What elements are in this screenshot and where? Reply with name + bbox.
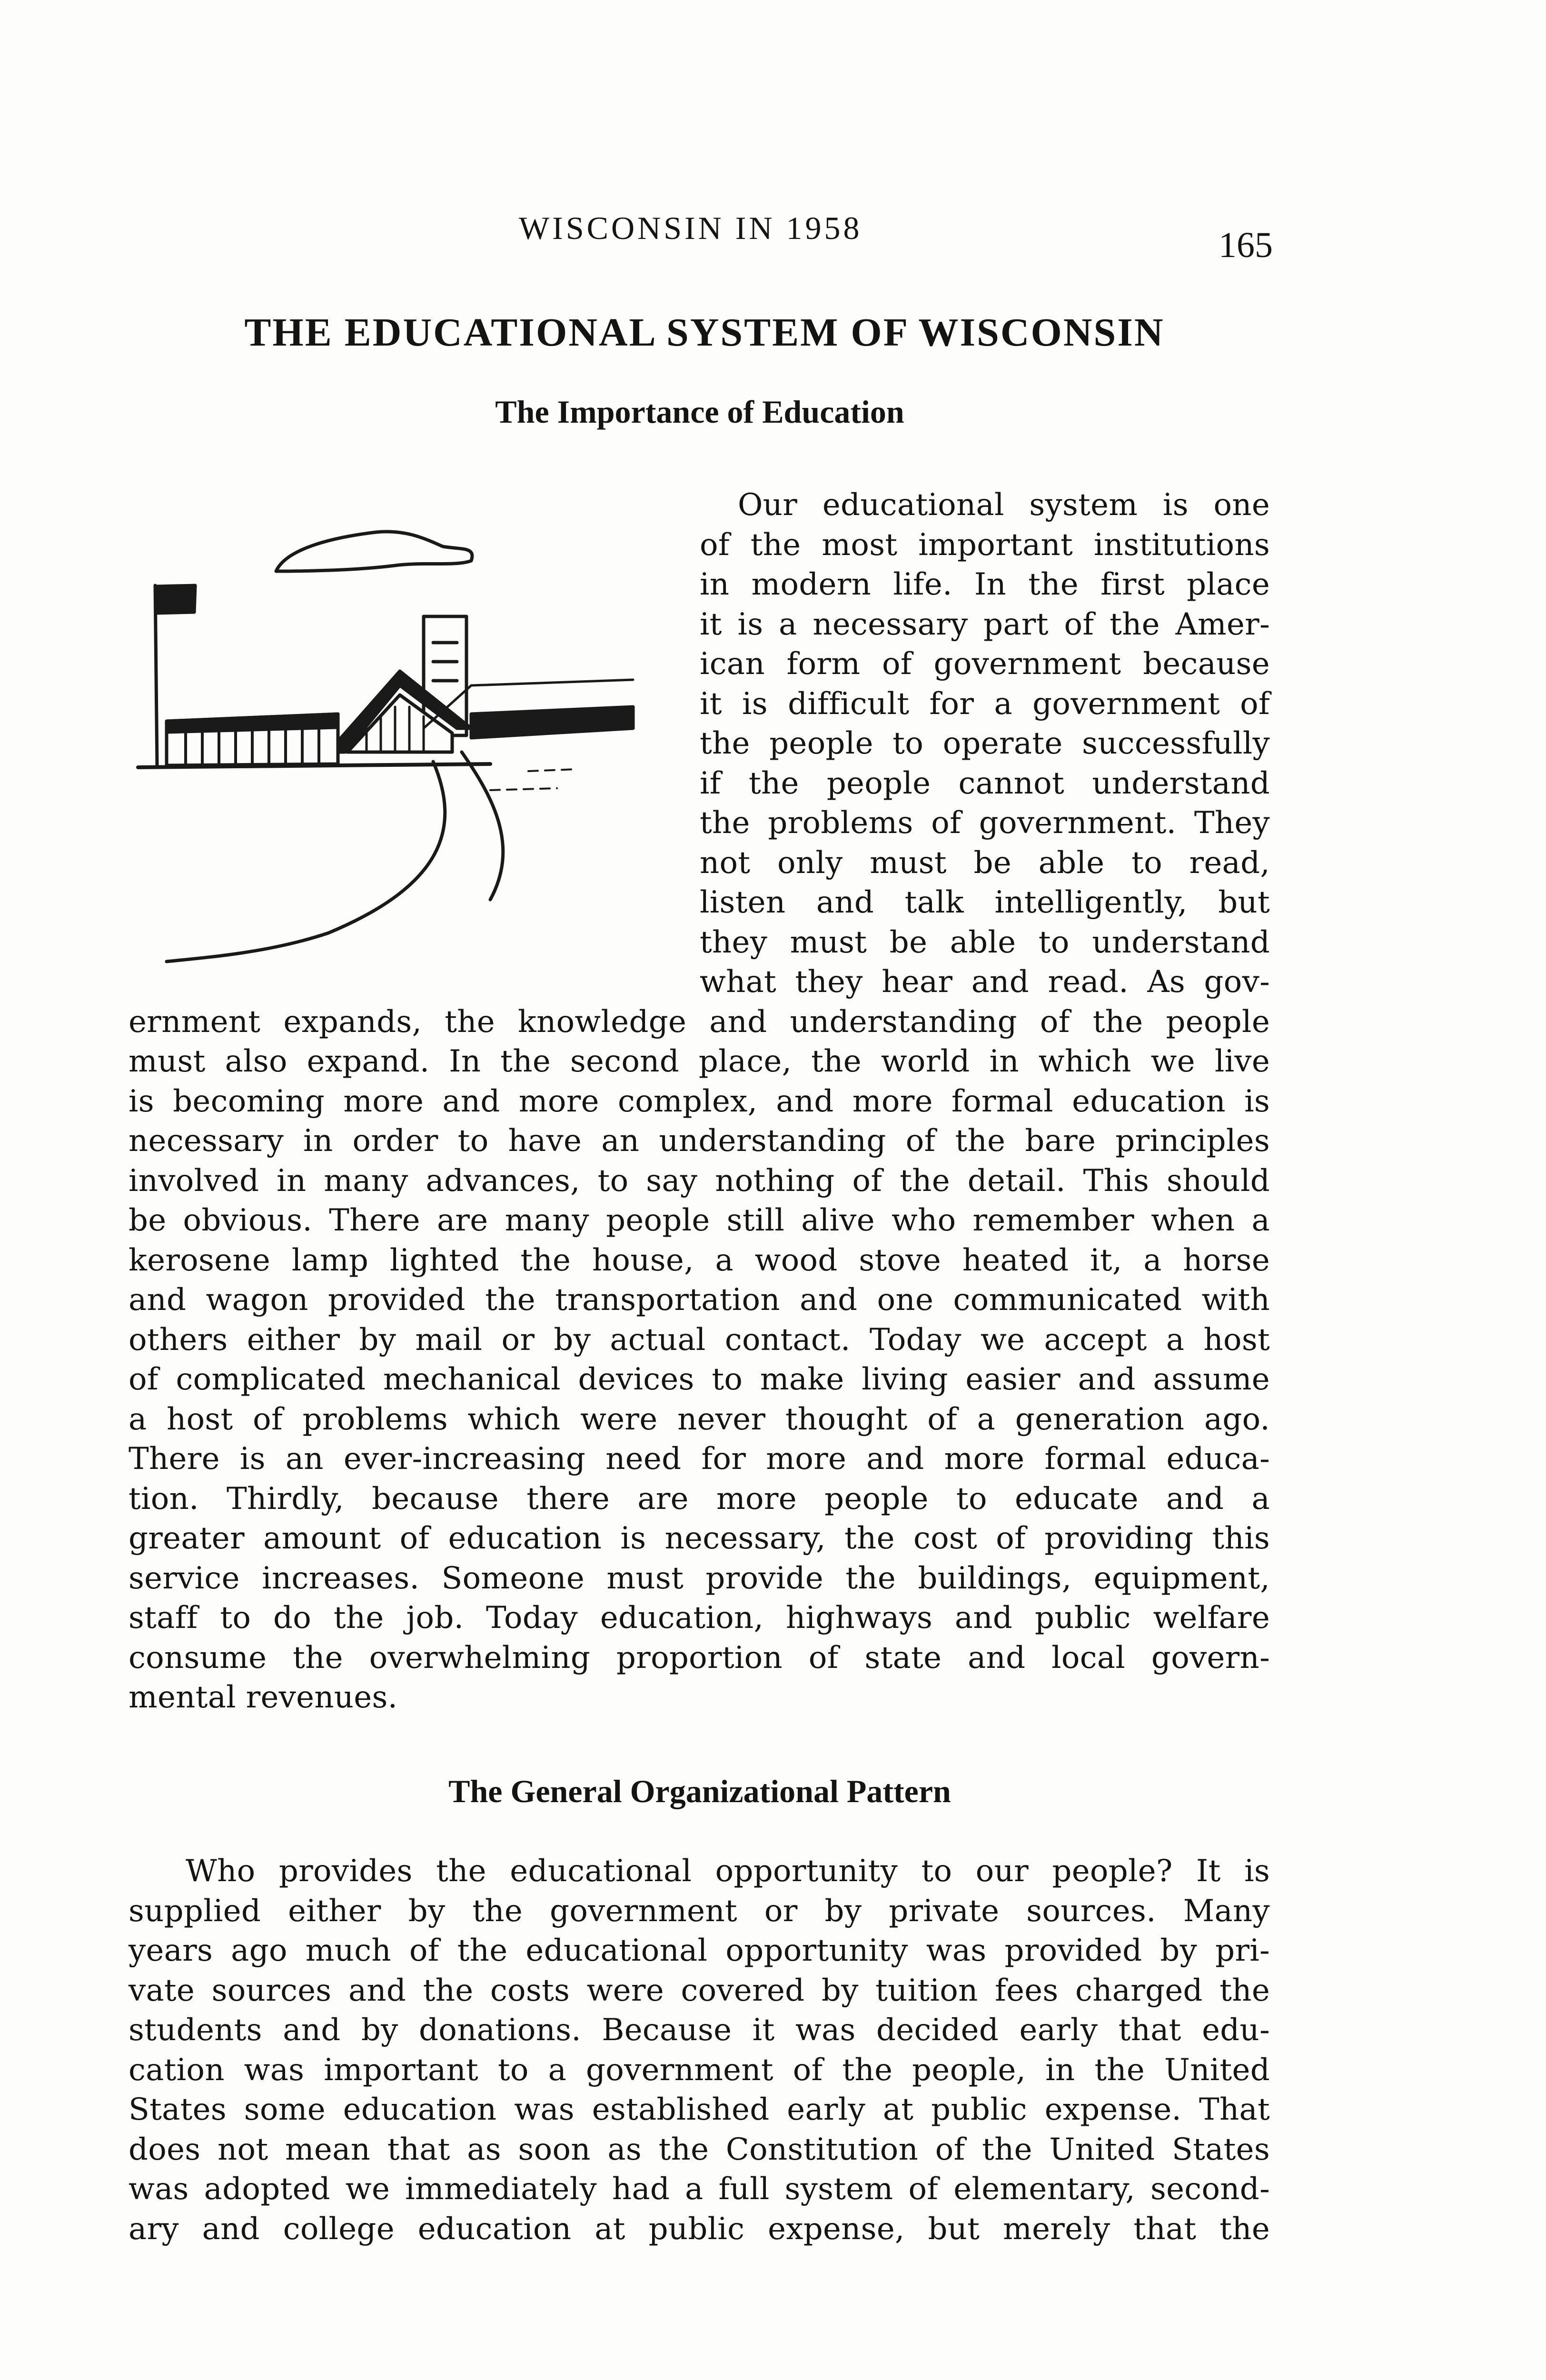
text-line: what they hear and read. As gov- <box>700 964 1270 1000</box>
text-line: and wagon provided the transportation and one communicated with <box>129 1282 1270 1318</box>
text-line: was adopted we immediately had a full system of elementary, second- <box>129 2172 1270 2207</box>
text-line: States some education was established early at public expense. That <box>129 2092 1270 2127</box>
text-line: be obvious. There are many people still alive who remember when a <box>129 1203 1270 1238</box>
text-line: a host of problems which were never thought of a generation ago. <box>129 1401 1270 1437</box>
text-line: it is a necessary part of the Amer- <box>700 606 1270 642</box>
section-heading-importance: The Importance of Education <box>495 394 904 430</box>
text-line: service increases. Someone must provide the buildings, equipment, <box>129 1560 1270 1596</box>
chapter-title: THE EDUCATIONAL SYSTEM OF WISCONSIN <box>244 310 1165 355</box>
text-line: ary and college education at public expense, but merely that the <box>129 2211 1270 2247</box>
section-heading-organizational: The General Organizational Pattern <box>448 1773 951 1809</box>
text-line: students and by donations. Because it was decided early that edu- <box>129 2013 1270 2048</box>
text-line: of complicated mechanical devices to make living easier and assume <box>129 1362 1270 1397</box>
text-line: of the most important institutions <box>700 527 1270 563</box>
text-line: is becoming more and more complex, and more formal education is <box>129 1083 1270 1119</box>
text-line: mental revenues. <box>129 1680 398 1715</box>
text-line: Our educational system is one <box>738 487 1270 523</box>
text-line: others either by mail or by actual contact. Today we accept a host <box>129 1322 1270 1358</box>
text-line: greater amount of education is necessary, the cost of providing this <box>129 1521 1270 1556</box>
text-line: not only must be able to read, <box>700 845 1270 881</box>
text-line: There is an ever-increasing need for more and more formal educa- <box>129 1441 1270 1477</box>
text-line: it is difficult for a government of <box>700 686 1270 722</box>
text-line: consume the overwhelming proportion of state and local govern- <box>129 1640 1270 1676</box>
text-line: listen and talk intelligently, but <box>700 885 1270 920</box>
text-line: cation was important to a government of the people, in the United <box>129 2052 1270 2088</box>
paragraph-importance <box>129 486 1270 1718</box>
text-line: if the people cannot understand <box>700 765 1270 801</box>
text-line: vate sources and the costs were covered by tuition fees charged the <box>129 1973 1270 2008</box>
text-line: involved in many advances, to say nothing of the detail. This should <box>129 1163 1270 1199</box>
text-line: years ago much of the educational opportunity was provided by pri- <box>129 1933 1270 1968</box>
text-line: the people to operate successfully <box>700 726 1270 761</box>
text-line: supplied either by the government or by private sources. Many <box>129 1893 1270 1929</box>
text-line: tion. Thirdly, because there are more people to educate and a <box>129 1481 1270 1517</box>
paragraph-organizational <box>129 1852 1270 2249</box>
text-line: ican form of government because <box>700 646 1270 682</box>
text-line: they must be able to understand <box>700 924 1270 960</box>
page-number: 165 <box>1219 225 1273 265</box>
text-line: must also expand. In the second place, the world in which we live <box>129 1044 1270 1079</box>
text-line: does not mean that as soon as the Constitution of the United States <box>129 2132 1270 2167</box>
text-line: kerosene lamp lighted the house, a wood stove heated it, a horse <box>129 1242 1270 1278</box>
text-line: in modern life. In the first place <box>700 567 1270 602</box>
text-line: staff to do the job. Today education, highways and public welfare <box>129 1600 1270 1636</box>
text-line: the problems of government. They <box>700 805 1270 841</box>
text-line: necessary in order to have an understanding of the bare principles <box>129 1123 1270 1159</box>
running-header: WISCONSIN IN 1958 <box>519 210 862 246</box>
text-line: ernment expands, the knowledge and understanding of the people <box>129 1004 1270 1040</box>
text-line: Who provides the educational opportunity to our people? It is <box>186 1854 1270 1889</box>
